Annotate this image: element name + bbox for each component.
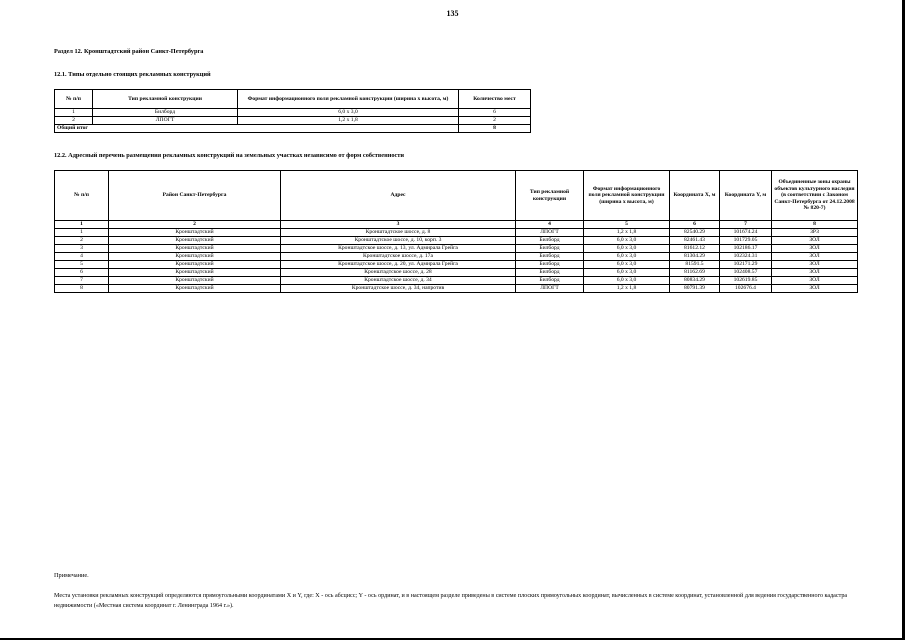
table-row (55, 261, 858, 269)
cell-number: 1 (55, 109, 93, 117)
index-cell: 8 (772, 221, 858, 229)
subsection-2-title: 12.2. Адресный перечень размещения рекламных конструкций на земельных участках независимо от форм собственности (54, 152, 404, 159)
index-cell: 4 (516, 221, 584, 229)
cell-coord-x: 80791.39 (670, 285, 720, 293)
cell-type: Билборд (516, 245, 584, 253)
cell-format: 6,0 х 3,0 (584, 237, 670, 245)
index-cell: 3 (281, 221, 516, 229)
cell-heritage-zone: ЗОЛ (772, 245, 858, 253)
cell-coord-y: 102676.4 (720, 285, 772, 293)
cell-district: Кронштадтский (109, 245, 281, 253)
column-index-row (55, 221, 858, 229)
cell-district: Кронштадтский (109, 253, 281, 261)
table-row (55, 277, 858, 285)
cell-count: 2 (459, 117, 531, 125)
table-row (55, 109, 531, 117)
page-number: 135 (446, 9, 459, 18)
cell-address: Кронштадтское шоссе, д. 28 (281, 269, 516, 277)
index-cell: 6 (670, 221, 720, 229)
cell-coord-x: 80834.29 (670, 277, 720, 285)
cell-heritage-zone: ЗОЛ (772, 237, 858, 245)
cell-coord-y: 101729.05 (720, 237, 772, 245)
cell-heritage-zone: ЗОЛ (772, 269, 858, 277)
ad-types-table (54, 89, 531, 133)
cell-district: Кронштадтский (109, 285, 281, 293)
cell-coord-x: 81304.29 (670, 253, 720, 261)
cell-format: 6,0 х 3,0 (584, 261, 670, 269)
index-cell: 2 (109, 221, 281, 229)
col-header-type: Тип рекламной конструкции (93, 90, 238, 109)
table-header-row (55, 171, 858, 221)
cell-format: 6,0 х 3,0 (584, 253, 670, 261)
cell-type: Билборд (516, 253, 584, 261)
cell-type: Билборд (516, 261, 584, 269)
cell-format: 1,2 х 1,8 (584, 229, 670, 237)
cell-coord-y: 102171.29 (720, 261, 772, 269)
cell-type: ЛПОГТ (516, 229, 584, 237)
note-text: Места установки рекламных конструкций определяются прямоугольными координатами X и Y, где: X - ось абсцисс; Y - ось ординат, и в настоящем разделе приведены в системе плоских прямоугольных координат, вычисленных в системе координат, установленной для ведения государственного кадастра недвижимости («Местная система координат г. Ленинграда 1964 г.»). (54, 593, 848, 609)
cell-number: 2 (55, 117, 93, 125)
cell-heritage-zone: ЗРЗ (772, 229, 858, 237)
cell-number: 1 (55, 229, 109, 237)
cell-format: 1,2 х 1,8 (584, 285, 670, 293)
cell-coord-x: 81162.69 (670, 269, 720, 277)
cell-format: 6,0 х 3,0 (238, 109, 459, 117)
cell-heritage-zone: ЗОЛ (772, 285, 858, 293)
cell-coord-y: 101674.24 (720, 229, 772, 237)
cell-format: 6,0 х 3,0 (584, 269, 670, 277)
col-header-count: Количество мест (459, 90, 531, 109)
cell-type: Билборд (516, 269, 584, 277)
table-row (55, 117, 531, 125)
address-list-table (54, 170, 858, 293)
cell-coord-y: 102186.17 (720, 245, 772, 253)
cell-type: Билборд (93, 109, 238, 117)
table-header-row (55, 90, 531, 109)
col-header-type: Тип рекламной конструкции (516, 171, 584, 221)
cell-district: Кронштадтский (109, 229, 281, 237)
col-header-number: № п/п (55, 171, 109, 221)
cell-address: Кронштадтское шоссе, д. 20, ул. Адмирала Грейга (281, 261, 516, 269)
cell-coord-x: 81612.12 (670, 245, 720, 253)
cell-address: Кронштадтское шоссе, д. 8 (281, 229, 516, 237)
index-cell: 1 (55, 221, 109, 229)
index-cell: 7 (720, 221, 772, 229)
section-title: Раздел 12. Кронштадтский район Санкт-Петербурга (54, 48, 204, 55)
cell-district: Кронштадтский (109, 269, 281, 277)
table-row (55, 237, 858, 245)
cell-format: 6,0 х 3,0 (584, 245, 670, 253)
cell-coord-x: 81591.5 (670, 261, 720, 269)
col-header-heritage-zone: Объединенные зоны охраны объектов культурного наследия (в соответствии с Законом Санкт-Петербурга от 24.12.2008 № 820-7) (772, 171, 858, 221)
col-header-address: Адрес (281, 171, 516, 221)
subsection-1-title: 12.1. Типы отдельно стоящих рекламных конструкций (54, 71, 211, 78)
cell-heritage-zone: ЗОЛ (772, 277, 858, 285)
cell-district: Кронштадтский (109, 237, 281, 245)
cell-coord-x: 82461.43 (670, 237, 720, 245)
col-header-district: Район Санкт-Петербурга (109, 171, 281, 221)
cell-type: Билборд (516, 277, 584, 285)
cell-type: ЛПОГТ (516, 285, 584, 293)
total-row (55, 125, 531, 133)
cell-number: 4 (55, 253, 109, 261)
cell-heritage-zone: ЗОЛ (772, 253, 858, 261)
cell-heritage-zone: ЗОЛ (772, 261, 858, 269)
table-row (55, 245, 858, 253)
cell-number: 2 (55, 237, 109, 245)
cell-coord-x: 82540.29 (670, 229, 720, 237)
cell-coord-y: 102408.57 (720, 269, 772, 277)
col-header-coord-y: Координата Y, м (720, 171, 772, 221)
index-cell: 5 (584, 221, 670, 229)
cell-coord-y: 102619.85 (720, 277, 772, 285)
cell-number: 6 (55, 269, 109, 277)
cell-address: Кронштадтское шоссе, д. 10, корп. 3 (281, 237, 516, 245)
col-header-number: № п/п (55, 90, 93, 109)
cell-number: 5 (55, 261, 109, 269)
table-row (55, 253, 858, 261)
col-header-coord-x: Координата X, м (670, 171, 720, 221)
cell-number: 8 (55, 285, 109, 293)
cell-coord-y: 102324.31 (720, 253, 772, 261)
cell-address: Кронштадтское шоссе, д. 34 (281, 277, 516, 285)
cell-number: 7 (55, 277, 109, 285)
total-value: 8 (459, 125, 531, 133)
cell-address: Кронштадтское шоссе, д. 34, напротив (281, 285, 516, 293)
cell-format: 6,0 х 3,0 (584, 277, 670, 285)
col-header-format: Формат информационного поля рекламной конструкции (ширина х высота, м) (584, 171, 670, 221)
col-header-format: Формат информационного поля рекламной конструкции (ширина х высота, м) (238, 90, 459, 109)
cell-format: 1,2 х 1,8 (238, 117, 459, 125)
cell-district: Кронштадтский (109, 277, 281, 285)
cell-type: ЛПОГТ (93, 117, 238, 125)
table-row (55, 269, 858, 277)
cell-type: Билборд (516, 237, 584, 245)
table-row (55, 229, 858, 237)
total-label: Общий итог (55, 125, 459, 133)
cell-address: Кронштадтское шоссе, д. 17а (281, 253, 516, 261)
cell-district: Кронштадтский (109, 261, 281, 269)
table-row (55, 285, 858, 293)
cell-number: 3 (55, 245, 109, 253)
cell-count: 6 (459, 109, 531, 117)
cell-address: Кронштадтское шоссе, д. 13, ул. Адмирала Грейга (281, 245, 516, 253)
note-title: Примечание. (54, 572, 89, 579)
